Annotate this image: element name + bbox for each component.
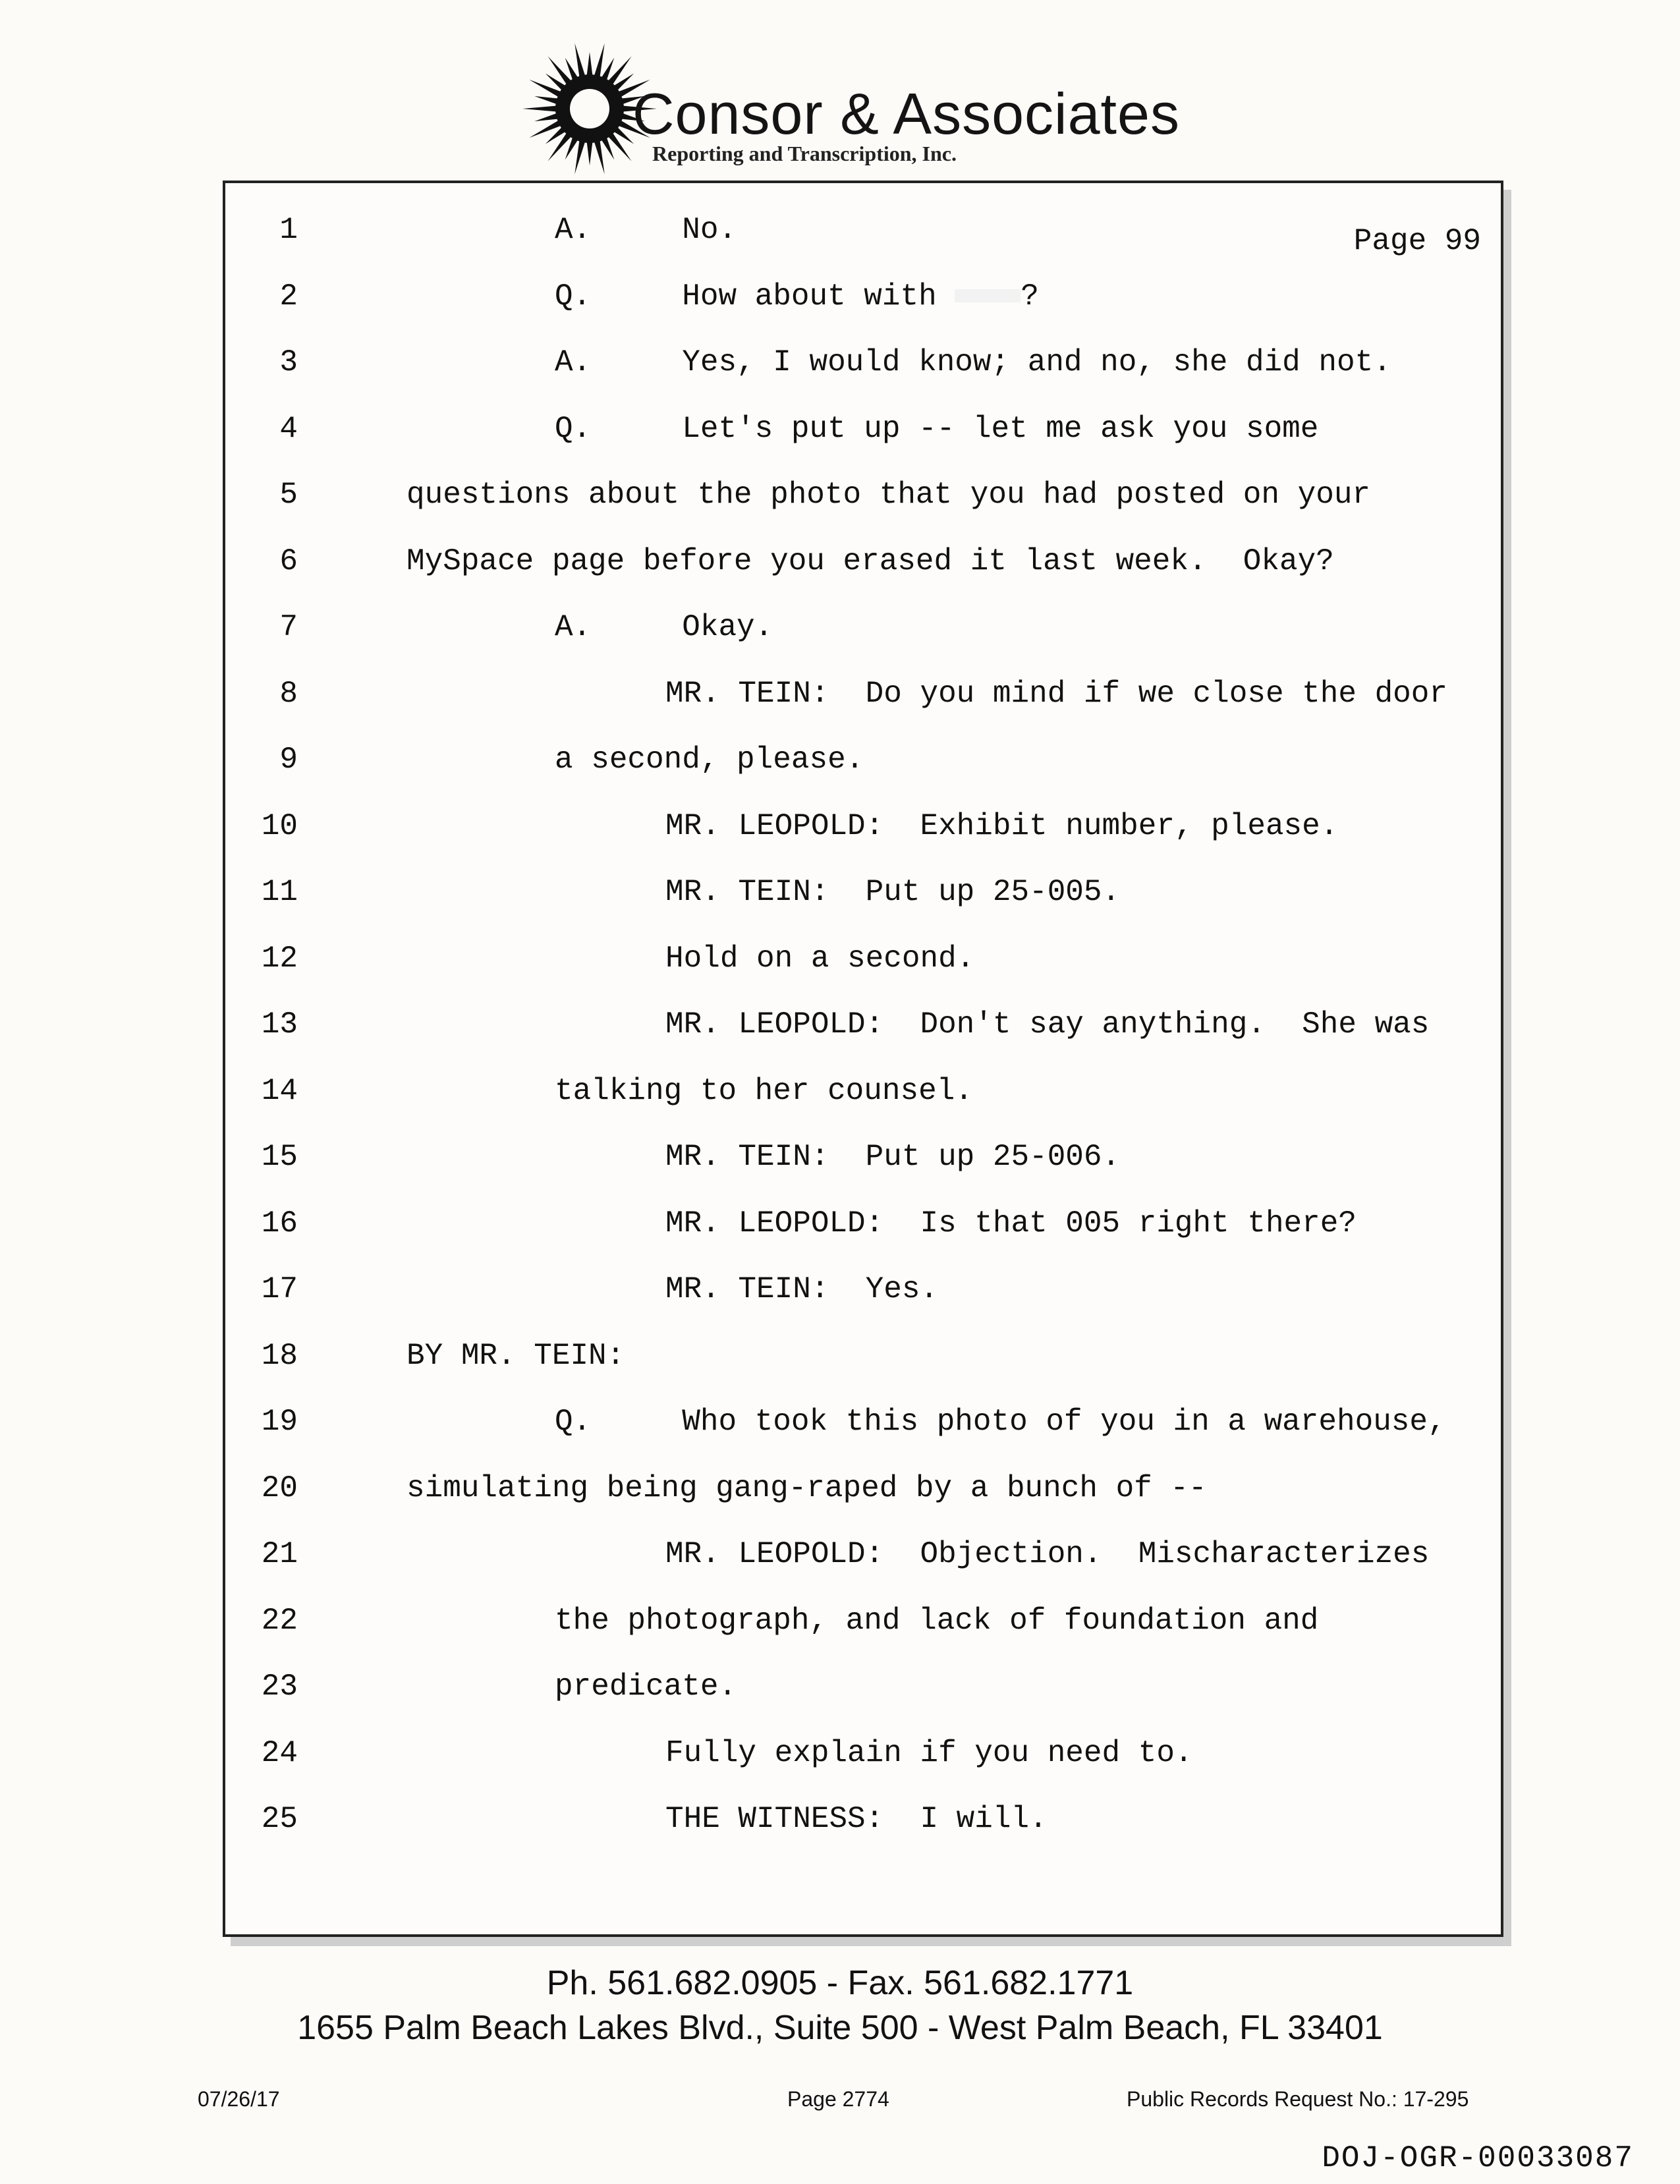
- page-number: Page 99: [1353, 224, 1481, 258]
- line-text-content: Q. Who took this photo of you in a warehouse,: [555, 1405, 1446, 1439]
- line-text: [555, 329, 1391, 395]
- sun-ray: [534, 96, 558, 104]
- line-number: 7: [279, 610, 298, 644]
- sun-ray: [594, 140, 605, 175]
- line-number: 21: [261, 1537, 298, 1571]
- line-text: [406, 528, 1334, 594]
- line-number: 2: [279, 279, 298, 314]
- line-text: [665, 1124, 1120, 1190]
- sun-ray: [522, 106, 557, 112]
- sun-ray: [534, 113, 558, 121]
- transcript-line: [225, 1389, 1501, 1455]
- footer-page-stamp: Page 2774: [787, 2087, 889, 2111]
- line-text-content: A. No.: [555, 213, 737, 247]
- line-text-content: MR. TEIN: Yes.: [665, 1272, 939, 1306]
- company-subtitle: Reporting and Transcription, Inc.: [652, 142, 957, 165]
- line-number: 5: [279, 478, 298, 512]
- line-text-content: questions about the photo that you had posted on your: [406, 478, 1371, 512]
- sun-ray: [547, 56, 571, 85]
- footer-date: 07/26/17: [198, 2087, 280, 2111]
- line-text-content: Fully explain if you need to.: [665, 1735, 1193, 1770]
- transcript-line: [225, 1323, 1501, 1389]
- transcript-line: [225, 1190, 1501, 1256]
- line-text-content: BY MR. TEIN:: [406, 1338, 625, 1373]
- sun-ray: [547, 132, 571, 161]
- bates-number: DOJ-OGR-00033087: [1322, 2141, 1634, 2175]
- line-text: [406, 1455, 1207, 1521]
- line-text-content: predicate.: [555, 1669, 737, 1704]
- line-text: [406, 1323, 625, 1389]
- line-text: [665, 1786, 1048, 1852]
- line-number: 10: [261, 808, 298, 843]
- transcript-line: [225, 197, 1501, 263]
- sun-ray: [574, 140, 585, 175]
- line-text: [665, 992, 1429, 1057]
- sun-ray: [608, 132, 632, 161]
- line-text: [665, 1521, 1429, 1587]
- transcript-line: [225, 528, 1501, 594]
- line-text: [665, 793, 1338, 859]
- line-text-content: MR. LEOPOLD: Is that 005 right there?: [665, 1206, 1357, 1241]
- line-number: 3: [279, 345, 298, 379]
- line-text-content: talking to her counsel.: [555, 1073, 973, 1108]
- transcript-line: [225, 264, 1501, 329]
- sun-ray: [608, 56, 632, 85]
- line-text-content: MySpace page before you erased it last week. Okay?: [406, 544, 1334, 578]
- line-text-content: a second, please.: [555, 742, 864, 777]
- line-text-content: A. Yes, I would know; and no, she did not.: [555, 345, 1391, 379]
- transcript-line: [225, 1720, 1501, 1786]
- transcript-line: [225, 1058, 1501, 1124]
- line-text-content: simulating being gang-raped by a bunch of --: [406, 1470, 1207, 1505]
- footer-address: 1655 Palm Beach Lakes Blvd., Suite 500 - West Palm Beach, FL 33401: [297, 2009, 1383, 2047]
- transcript-line: [225, 1256, 1501, 1322]
- sun-ray: [587, 52, 593, 76]
- transcript-line: [225, 462, 1501, 528]
- line-text: [555, 727, 864, 793]
- line-number: 13: [261, 1007, 298, 1042]
- line-text: [665, 1720, 1193, 1786]
- transcript-line: [225, 594, 1501, 660]
- line-text: [665, 661, 1447, 727]
- line-text: [555, 1058, 973, 1124]
- line-text-content: MR. LEOPOLD: Don't say anything. She was: [665, 1007, 1430, 1042]
- line-text-content: MR. LEOPOLD: Objection. Mischaracterizes: [665, 1537, 1430, 1571]
- line-text: [555, 197, 737, 263]
- line-text: [555, 594, 773, 660]
- line-number: 4: [279, 411, 298, 446]
- line-number: 19: [261, 1405, 298, 1439]
- line-number: 23: [261, 1669, 298, 1704]
- transcript-line: [225, 329, 1501, 395]
- line-text-content: MR. TEIN: Do you mind if we close the door: [665, 676, 1447, 711]
- line-number: 24: [261, 1735, 298, 1770]
- line-text: [406, 462, 1370, 528]
- company-logo: [520, 40, 1180, 178]
- line-number: 12: [261, 941, 298, 976]
- transcript-line: [225, 1654, 1501, 1720]
- line-text: [555, 1588, 1318, 1654]
- line-number: 6: [279, 544, 298, 578]
- transcript-line: [225, 1588, 1501, 1654]
- line-number: 11: [261, 875, 298, 909]
- line-number: 22: [261, 1603, 298, 1638]
- line-text-content: MR. TEIN: Put up 25-006.: [665, 1140, 1121, 1174]
- line-text-suffix: ?: [1021, 279, 1039, 314]
- line-text-content: Q. How about with: [555, 279, 955, 314]
- redaction-mark: [955, 289, 1021, 302]
- footer-phone: Ph. 561.682.0905 - Fax. 561.682.1771: [546, 1964, 1134, 2002]
- line-text: [665, 859, 1120, 925]
- sun-ray: [587, 142, 593, 165]
- line-text-content: MR. LEOPOLD: Exhibit number, please.: [665, 808, 1339, 843]
- transcript-line: [225, 727, 1501, 793]
- line-text: [555, 396, 1318, 462]
- line-text-content: the photograph, and lack of foundation and: [555, 1603, 1319, 1638]
- transcript-line: [225, 793, 1501, 859]
- line-number: 8: [279, 676, 298, 711]
- line-text: [665, 1256, 938, 1322]
- line-number: 18: [261, 1338, 298, 1373]
- transcript-line: [225, 661, 1501, 727]
- footer-request-number: Public Records Request No.: 17-295: [1127, 2087, 1469, 2111]
- line-number: 25: [261, 1802, 298, 1836]
- line-text: [555, 264, 1039, 329]
- line-text-content: A. Okay.: [555, 610, 773, 644]
- company-name: Consor & Associates: [632, 81, 1180, 146]
- transcript-line: [225, 859, 1501, 925]
- transcript-line: [225, 1521, 1501, 1587]
- line-number: 20: [261, 1470, 298, 1505]
- line-text: [555, 1389, 1446, 1455]
- line-number: 1: [279, 213, 298, 247]
- line-text-content: Q. Let's put up -- let me ask you some: [555, 411, 1319, 446]
- transcript-line: [225, 396, 1501, 462]
- transcript-line: [225, 926, 1501, 992]
- sun-ray: [594, 43, 605, 78]
- line-number: 17: [261, 1272, 298, 1306]
- line-text: [665, 926, 974, 992]
- transcript-page: [223, 181, 1503, 1937]
- sun-ray: [574, 43, 585, 78]
- line-text-content: MR. TEIN: Put up 25-005.: [665, 875, 1121, 909]
- transcript-line: [225, 1786, 1501, 1852]
- line-text: [665, 1190, 1357, 1256]
- transcript-line: [225, 1124, 1501, 1190]
- line-text-content: THE WITNESS: I will.: [665, 1802, 1048, 1836]
- line-text-content: Hold on a second.: [665, 941, 975, 976]
- line-text: [555, 1654, 737, 1720]
- transcript-line: [225, 1455, 1501, 1521]
- line-number: 15: [261, 1140, 298, 1174]
- transcript-line: [225, 992, 1501, 1057]
- line-number: 14: [261, 1073, 298, 1108]
- line-number: 9: [279, 742, 298, 777]
- line-number: 16: [261, 1206, 298, 1241]
